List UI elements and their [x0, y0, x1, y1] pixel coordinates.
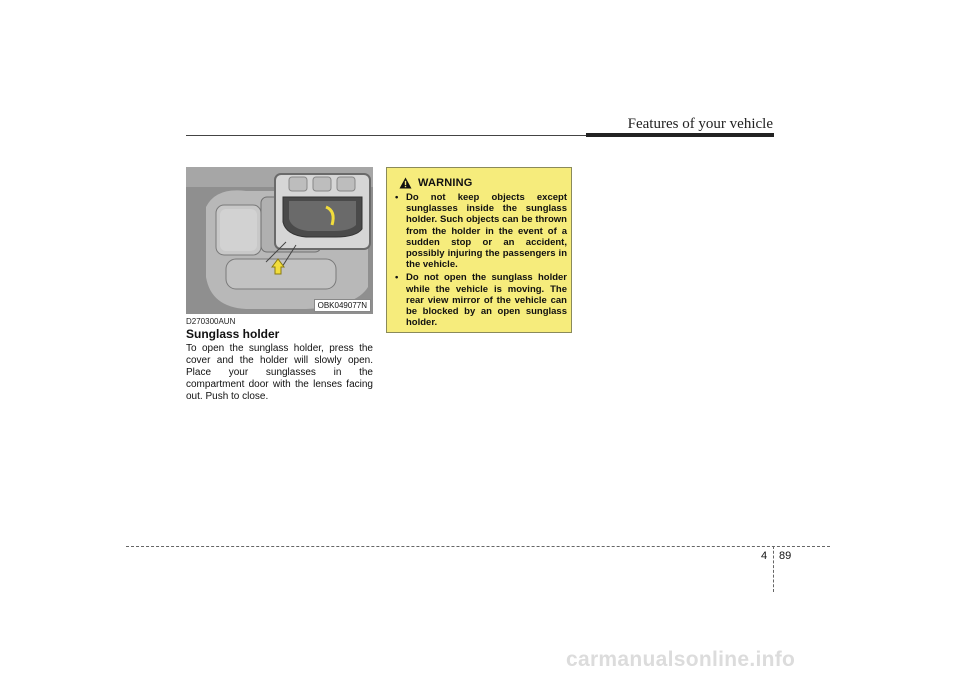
- figure-code: OBK049077N: [314, 299, 371, 312]
- sunglass-holder-illustration: [186, 167, 373, 314]
- warning-item-text: Do not keep objects except sunglasses inside the sunglass holder. Such objects can be thrown from the holder in the event of a sudden stop or an accident, possibly injuring the passengers in the vehicle.: [406, 192, 567, 271]
- section-title: Sunglass holder: [186, 327, 280, 341]
- warning-list: [395, 192, 567, 330]
- page-number: 89: [779, 550, 792, 562]
- warning-box: [386, 167, 572, 333]
- warning-item: [395, 272, 567, 328]
- footer-rule: [126, 546, 830, 547]
- header-rule-accent: [586, 133, 774, 137]
- bullet-icon: •: [395, 192, 399, 203]
- bullet-icon: •: [395, 272, 399, 284]
- warning-title: WARNING: [418, 177, 473, 189]
- watermark: carmanualsonline.info: [566, 648, 796, 671]
- section-body: To open the sunglass holder, press the cover and the holder will slowly open. Place your sunglasses in the compartment door with the lenses facing out. Push to close.: [186, 343, 373, 402]
- section-code: D270300AUN: [186, 317, 236, 326]
- header-title: Features of your vehicle: [627, 116, 773, 132]
- warning-header: [399, 177, 473, 189]
- warning-triangle-icon: [399, 177, 412, 189]
- warning-item-text: Do not open the sunglass holder while the vehicle is moving. The rear view mirror of the vehicle can be blocked by an open sunglass holder.: [406, 272, 567, 329]
- chapter-number: 4: [761, 550, 768, 562]
- page-number-divider: [773, 546, 774, 592]
- warning-item: [395, 192, 567, 270]
- console-drawing: [186, 167, 373, 314]
